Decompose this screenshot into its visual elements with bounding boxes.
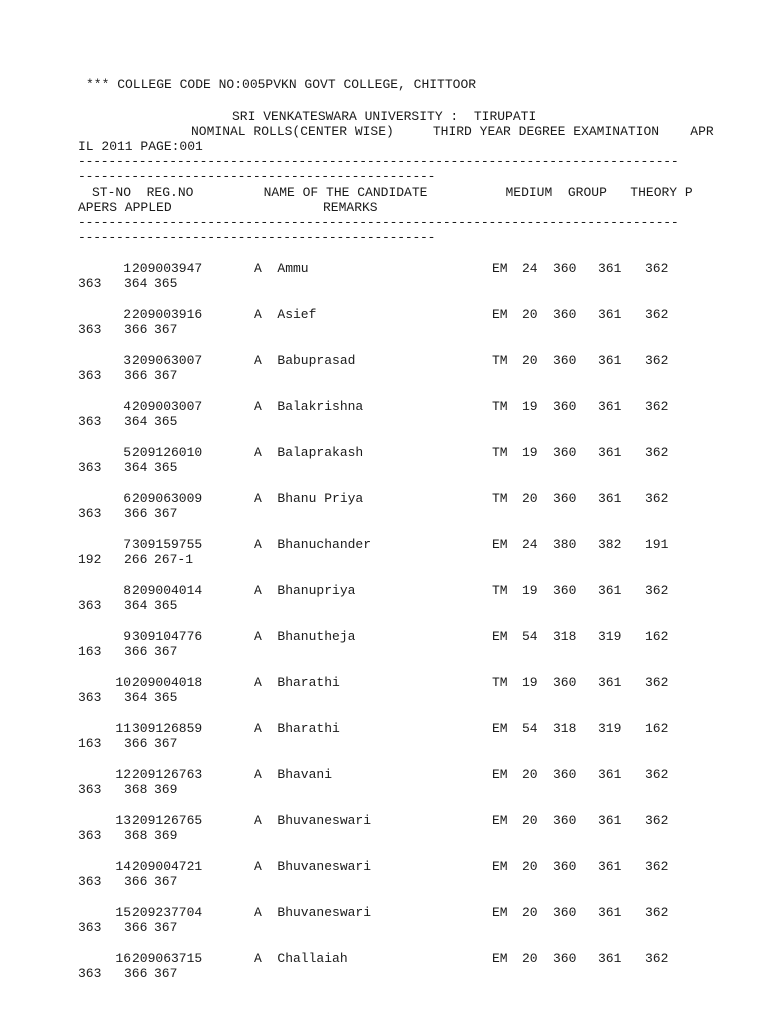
paper-code: 319 [598,721,622,736]
paper-code: 363 [78,782,102,797]
reg-number: 209004014 [132,583,203,598]
group: 19 [522,445,538,460]
reg-number: 209063715 [132,951,203,966]
university-title: SRI VENKATESWARA UNIVERSITY : TIRUPATI [232,109,537,124]
paper-code: 363 [78,414,102,429]
paper-code: 192 [78,552,102,567]
medium: EM [492,813,508,828]
serial-number: 15 [115,905,131,920]
divider-line: ----------------------------------------------- [78,169,436,184]
paper-code: 318 [553,629,577,644]
candidate-name: A Babuprasad [254,353,356,368]
group: 19 [522,583,538,598]
paper-code: 367 [154,368,178,383]
candidate-name: A Asief [254,307,317,322]
paper-code: 360 [553,859,577,874]
paper-code: 363 [78,460,102,475]
paper-code: 360 [553,307,577,322]
medium: EM [492,629,508,644]
paper-code: 361 [598,399,622,414]
paper-code: 362 [645,813,669,828]
group: 20 [522,767,538,782]
paper-code: 367 [154,874,178,889]
paper-code: 361 [598,905,622,920]
paper-code: 362 [645,951,669,966]
paper-code: 362 [645,583,669,598]
list-item [0,859,768,905]
paper-code: 369 [154,828,178,843]
paper-code: 362 [645,491,669,506]
list-item [0,491,768,537]
serial-number: 12 [115,767,131,782]
paper-code: 366 [124,874,148,889]
reg-number: 209126763 [132,767,203,782]
serial-number: 2 [123,307,131,322]
paper-code: 360 [553,583,577,598]
reg-number: 209063007 [132,353,203,368]
group: 54 [522,721,538,736]
group: 20 [522,353,538,368]
divider-line: ------------------------------------------------------------------------------- [78,154,679,169]
serial-number: 1 [123,261,131,276]
paper-code: 367 [154,736,178,751]
reg-number: 209063009 [132,491,203,506]
medium: EM [492,721,508,736]
paper-code: 266 [124,552,148,567]
paper-code: 360 [553,951,577,966]
group: 19 [522,675,538,690]
group: 24 [522,537,538,552]
paper-code: 363 [78,368,102,383]
paper-code: 362 [645,261,669,276]
paper-code: 366 [124,506,148,521]
group: 20 [522,307,538,322]
nominal-rolls-title: NOMINAL ROLLS(CENTER WISE) THIRD YEAR DEGREE EXAMINATION APR [191,124,714,139]
paper-code: 361 [598,675,622,690]
medium: EM [492,905,508,920]
list-item [0,399,768,445]
candidate-name: A Challaiah [254,951,348,966]
medium: EM [492,307,508,322]
paper-code: 363 [78,874,102,889]
list-item [0,629,768,675]
paper-code: 163 [78,736,102,751]
list-item [0,583,768,629]
candidate-name: A Bhanu Priya [254,491,364,506]
paper-code: 367 [154,322,178,337]
paper-code: 366 [124,368,148,383]
list-item [0,813,768,859]
paper-code: 162 [645,721,669,736]
paper-code: 363 [78,276,102,291]
medium: EM [492,261,508,276]
medium: TM [492,399,508,414]
candidate-name: A Bhanutheja [254,629,356,644]
candidate-name: A Balakrishna [254,399,364,414]
serial-number: 16 [115,951,131,966]
list-item [0,261,768,307]
paper-code: 367 [154,920,178,935]
paper-code: 191 [645,537,669,552]
divider-line: ------------------------------------------------------------------------------- [78,215,679,230]
paper-code: 361 [598,491,622,506]
paper-code: 367 [154,506,178,521]
paper-code: 366 [124,920,148,935]
list-item [0,307,768,353]
paper-code: 362 [645,445,669,460]
serial-number: 4 [123,399,131,414]
candidate-name: A Bhanuchander [254,537,372,552]
paper-code: 363 [78,920,102,935]
medium: EM [492,767,508,782]
paper-code: 362 [645,307,669,322]
paper-code: 363 [78,506,102,521]
group: 20 [522,859,538,874]
paper-code: 361 [598,859,622,874]
paper-code: 361 [598,261,622,276]
paper-code: 365 [154,598,178,613]
list-item [0,445,768,491]
reg-number: 209126010 [132,445,203,460]
remarks-label: REMARKS [323,200,378,215]
serial-number: 5 [123,445,131,460]
paper-code: 362 [645,353,669,368]
group: 20 [522,491,538,506]
reg-number: 209003947 [132,261,203,276]
paper-code: 361 [598,353,622,368]
serial-number: 7 [123,537,131,552]
list-item [0,537,768,583]
paper-code: 365 [154,460,178,475]
reg-number: 209003007 [132,399,203,414]
paper-code: 267-1 [154,552,194,567]
paper-code: 365 [154,690,178,705]
reg-number: 309104776 [132,629,203,644]
list-item [0,767,768,813]
paper-code: 368 [124,782,148,797]
paper-code: 360 [553,261,577,276]
group: 19 [522,399,538,414]
reg-number: 209237704 [132,905,203,920]
candidate-name: A Ammu [254,261,309,276]
paper-code: 361 [598,445,622,460]
list-item [0,951,768,997]
paper-code: 364 [124,598,148,613]
paper-code: 360 [553,445,577,460]
serial-number: 6 [123,491,131,506]
list-item [0,675,768,721]
papers-applied-label: APERS APPLED [78,200,172,215]
paper-code: 366 [124,966,148,981]
group: 20 [522,813,538,828]
paper-code: 364 [124,414,148,429]
candidate-name: A Bhuvaneswari [254,859,372,874]
paper-code: 163 [78,644,102,659]
medium: TM [492,583,508,598]
paper-code: 380 [553,537,577,552]
paper-code: 361 [598,583,622,598]
paper-code: 360 [553,813,577,828]
paper-code: 366 [124,736,148,751]
college-code-line: *** COLLEGE CODE NO:005PVKN GOVT COLLEGE, CHITTOOR [86,77,477,92]
list-item [0,353,768,399]
paper-code: 361 [598,951,622,966]
paper-code: 367 [154,966,178,981]
paper-code: 363 [78,828,102,843]
group: 20 [522,951,538,966]
serial-number: 13 [115,813,131,828]
candidate-name: A Bhavani [254,767,333,782]
paper-code: 360 [553,353,577,368]
paper-code: 362 [645,905,669,920]
group: 20 [522,905,538,920]
group: 54 [522,629,538,644]
reg-number: 209004018 [132,675,203,690]
serial-number: 11 [115,721,131,736]
candidate-name: A Balaprakash [254,445,364,460]
medium: EM [492,859,508,874]
group: 24 [522,261,538,276]
medium: TM [492,445,508,460]
paper-code: 363 [78,598,102,613]
serial-number: 14 [115,859,131,874]
list-item [0,905,768,951]
paper-code: 382 [598,537,622,552]
paper-code: 362 [645,675,669,690]
reg-number: 209126765 [132,813,203,828]
serial-number: 10 [115,675,131,690]
list-item [0,721,768,767]
serial-number: 8 [123,583,131,598]
medium: TM [492,675,508,690]
paper-code: 364 [124,276,148,291]
paper-code: 318 [553,721,577,736]
medium: EM [492,537,508,552]
paper-code: 361 [598,307,622,322]
serial-number: 9 [123,629,131,644]
paper-code: 361 [598,813,622,828]
paper-code: 362 [645,859,669,874]
paper-code: 368 [124,828,148,843]
reg-number: 309159755 [132,537,203,552]
paper-code: 362 [645,399,669,414]
paper-code: 363 [78,690,102,705]
paper-code: 363 [78,966,102,981]
paper-code: 361 [598,767,622,782]
candidate-name: A Bhanupriya [254,583,356,598]
paper-code: 362 [645,767,669,782]
candidate-name: A Bhuvaneswari [254,905,372,920]
paper-code: 364 [124,690,148,705]
candidate-name: A Bharathi [254,721,340,736]
page-number-line: IL 2011 PAGE:001 [78,139,203,154]
reg-number: 309126859 [132,721,203,736]
divider-line: ----------------------------------------------- [78,230,436,245]
paper-code: 360 [553,491,577,506]
paper-code: 360 [553,905,577,920]
paper-code: 360 [553,675,577,690]
paper-code: 366 [124,644,148,659]
candidate-name: A Bhuvaneswari [254,813,372,828]
paper-code: 366 [124,322,148,337]
medium: TM [492,353,508,368]
paper-code: 162 [645,629,669,644]
paper-code: 364 [124,460,148,475]
reg-number: 209004721 [132,859,203,874]
medium: TM [492,491,508,506]
serial-number: 3 [123,353,131,368]
paper-code: 363 [78,322,102,337]
column-header-line: ST-NO REG.NO NAME OF THE CANDIDATE MEDIUM GROUP THEORY P [92,185,693,200]
paper-code: 365 [154,276,178,291]
reg-number: 209003916 [132,307,203,322]
paper-code: 360 [553,767,577,782]
paper-code: 319 [598,629,622,644]
paper-code: 365 [154,414,178,429]
paper-code: 360 [553,399,577,414]
paper-code: 369 [154,782,178,797]
medium: EM [492,951,508,966]
paper-code: 367 [154,644,178,659]
candidate-name: A Bharathi [254,675,340,690]
